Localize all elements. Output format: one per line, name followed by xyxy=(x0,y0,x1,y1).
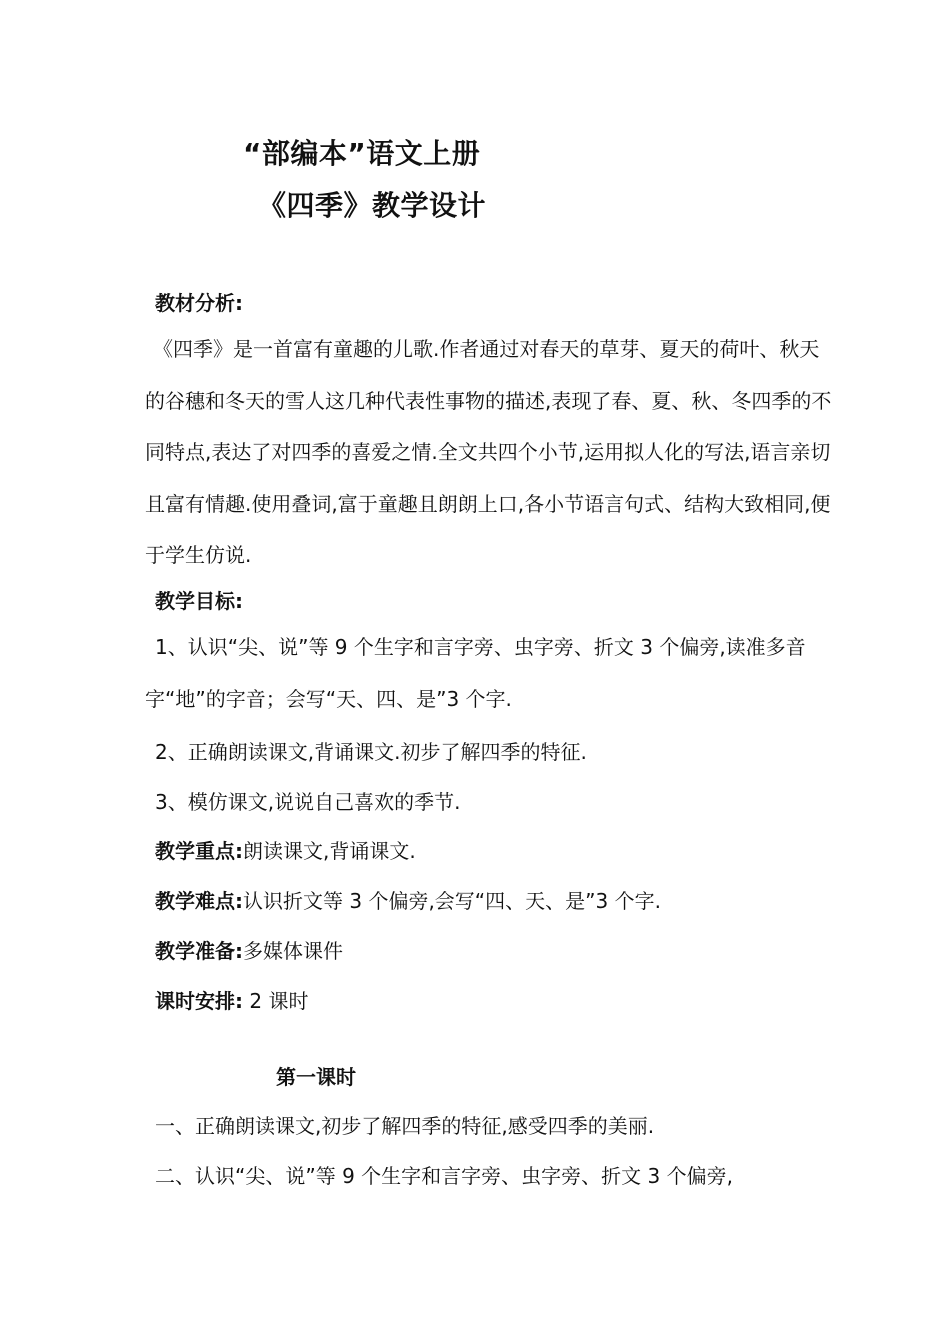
analysis-heading: 教材分析: xyxy=(155,291,243,315)
preparation-text: 多媒体课件 xyxy=(243,939,343,963)
goal-item-3: 3、模仿课文,说说自己喜欢的季节. xyxy=(155,790,461,814)
schedule-text: 2 课时 xyxy=(243,989,309,1013)
analysis-paragraph: 《四季》是一首富有童趣的儿歌.作者通过对春天的草芽、夏天的荷叶、秋天的谷穗和冬天的雪人这几种代表性事物的描述,表现了春、夏、秋、冬四季的不同特点,表达了对四季的喜爱之情.全文共四个小节,运用拟人化的写法,语言亲切且富有情趣.使用叠词,富于童趣且朗朗上口,各小节语言句式、结构大致相同,便于学生仿说. xyxy=(145,337,832,567)
lesson-one-goal-1: 一、正确朗读课文,初步了解四季的特征,感受四季的美丽. xyxy=(155,1114,655,1138)
goal-item-1: 1、认识“尖、说”等 9 个生字和言字旁、虫字旁、折文 3 个偏旁,读准多音字“地”的字音；会写“天、四、是”3 个字. xyxy=(145,635,806,711)
schedule-line xyxy=(155,985,308,1014)
key-points-label: 教学重点: xyxy=(155,839,243,863)
preparation-label: 教学准备: xyxy=(155,939,243,963)
key-points-line xyxy=(155,835,416,864)
difficulty-text: 认识折文等 3 个偏旁,会写“四、天、是”3 个字. xyxy=(243,889,661,913)
difficulty-label: 教学难点: xyxy=(155,889,243,913)
schedule-label: 课时安排: xyxy=(155,989,243,1013)
goals-heading: 教学目标: xyxy=(155,589,243,613)
document-title-line-1: “部编本”语文上册 xyxy=(243,137,481,170)
document-title-line-2: 《四季》教学设计 xyxy=(258,189,487,222)
difficulty-line xyxy=(155,885,661,914)
key-points-text: 朗读课文,背诵课文. xyxy=(243,839,416,863)
goal-item-2: 2、正确朗读课文,背诵课文.初步了解四季的特征. xyxy=(155,740,587,764)
preparation-line xyxy=(155,935,343,964)
lesson-one-title: 第一课时 xyxy=(276,1065,356,1089)
lesson-one-goal-2: 二、认识“尖、说”等 9 个生字和言字旁、虫字旁、折文 3 个偏旁, xyxy=(155,1164,733,1188)
